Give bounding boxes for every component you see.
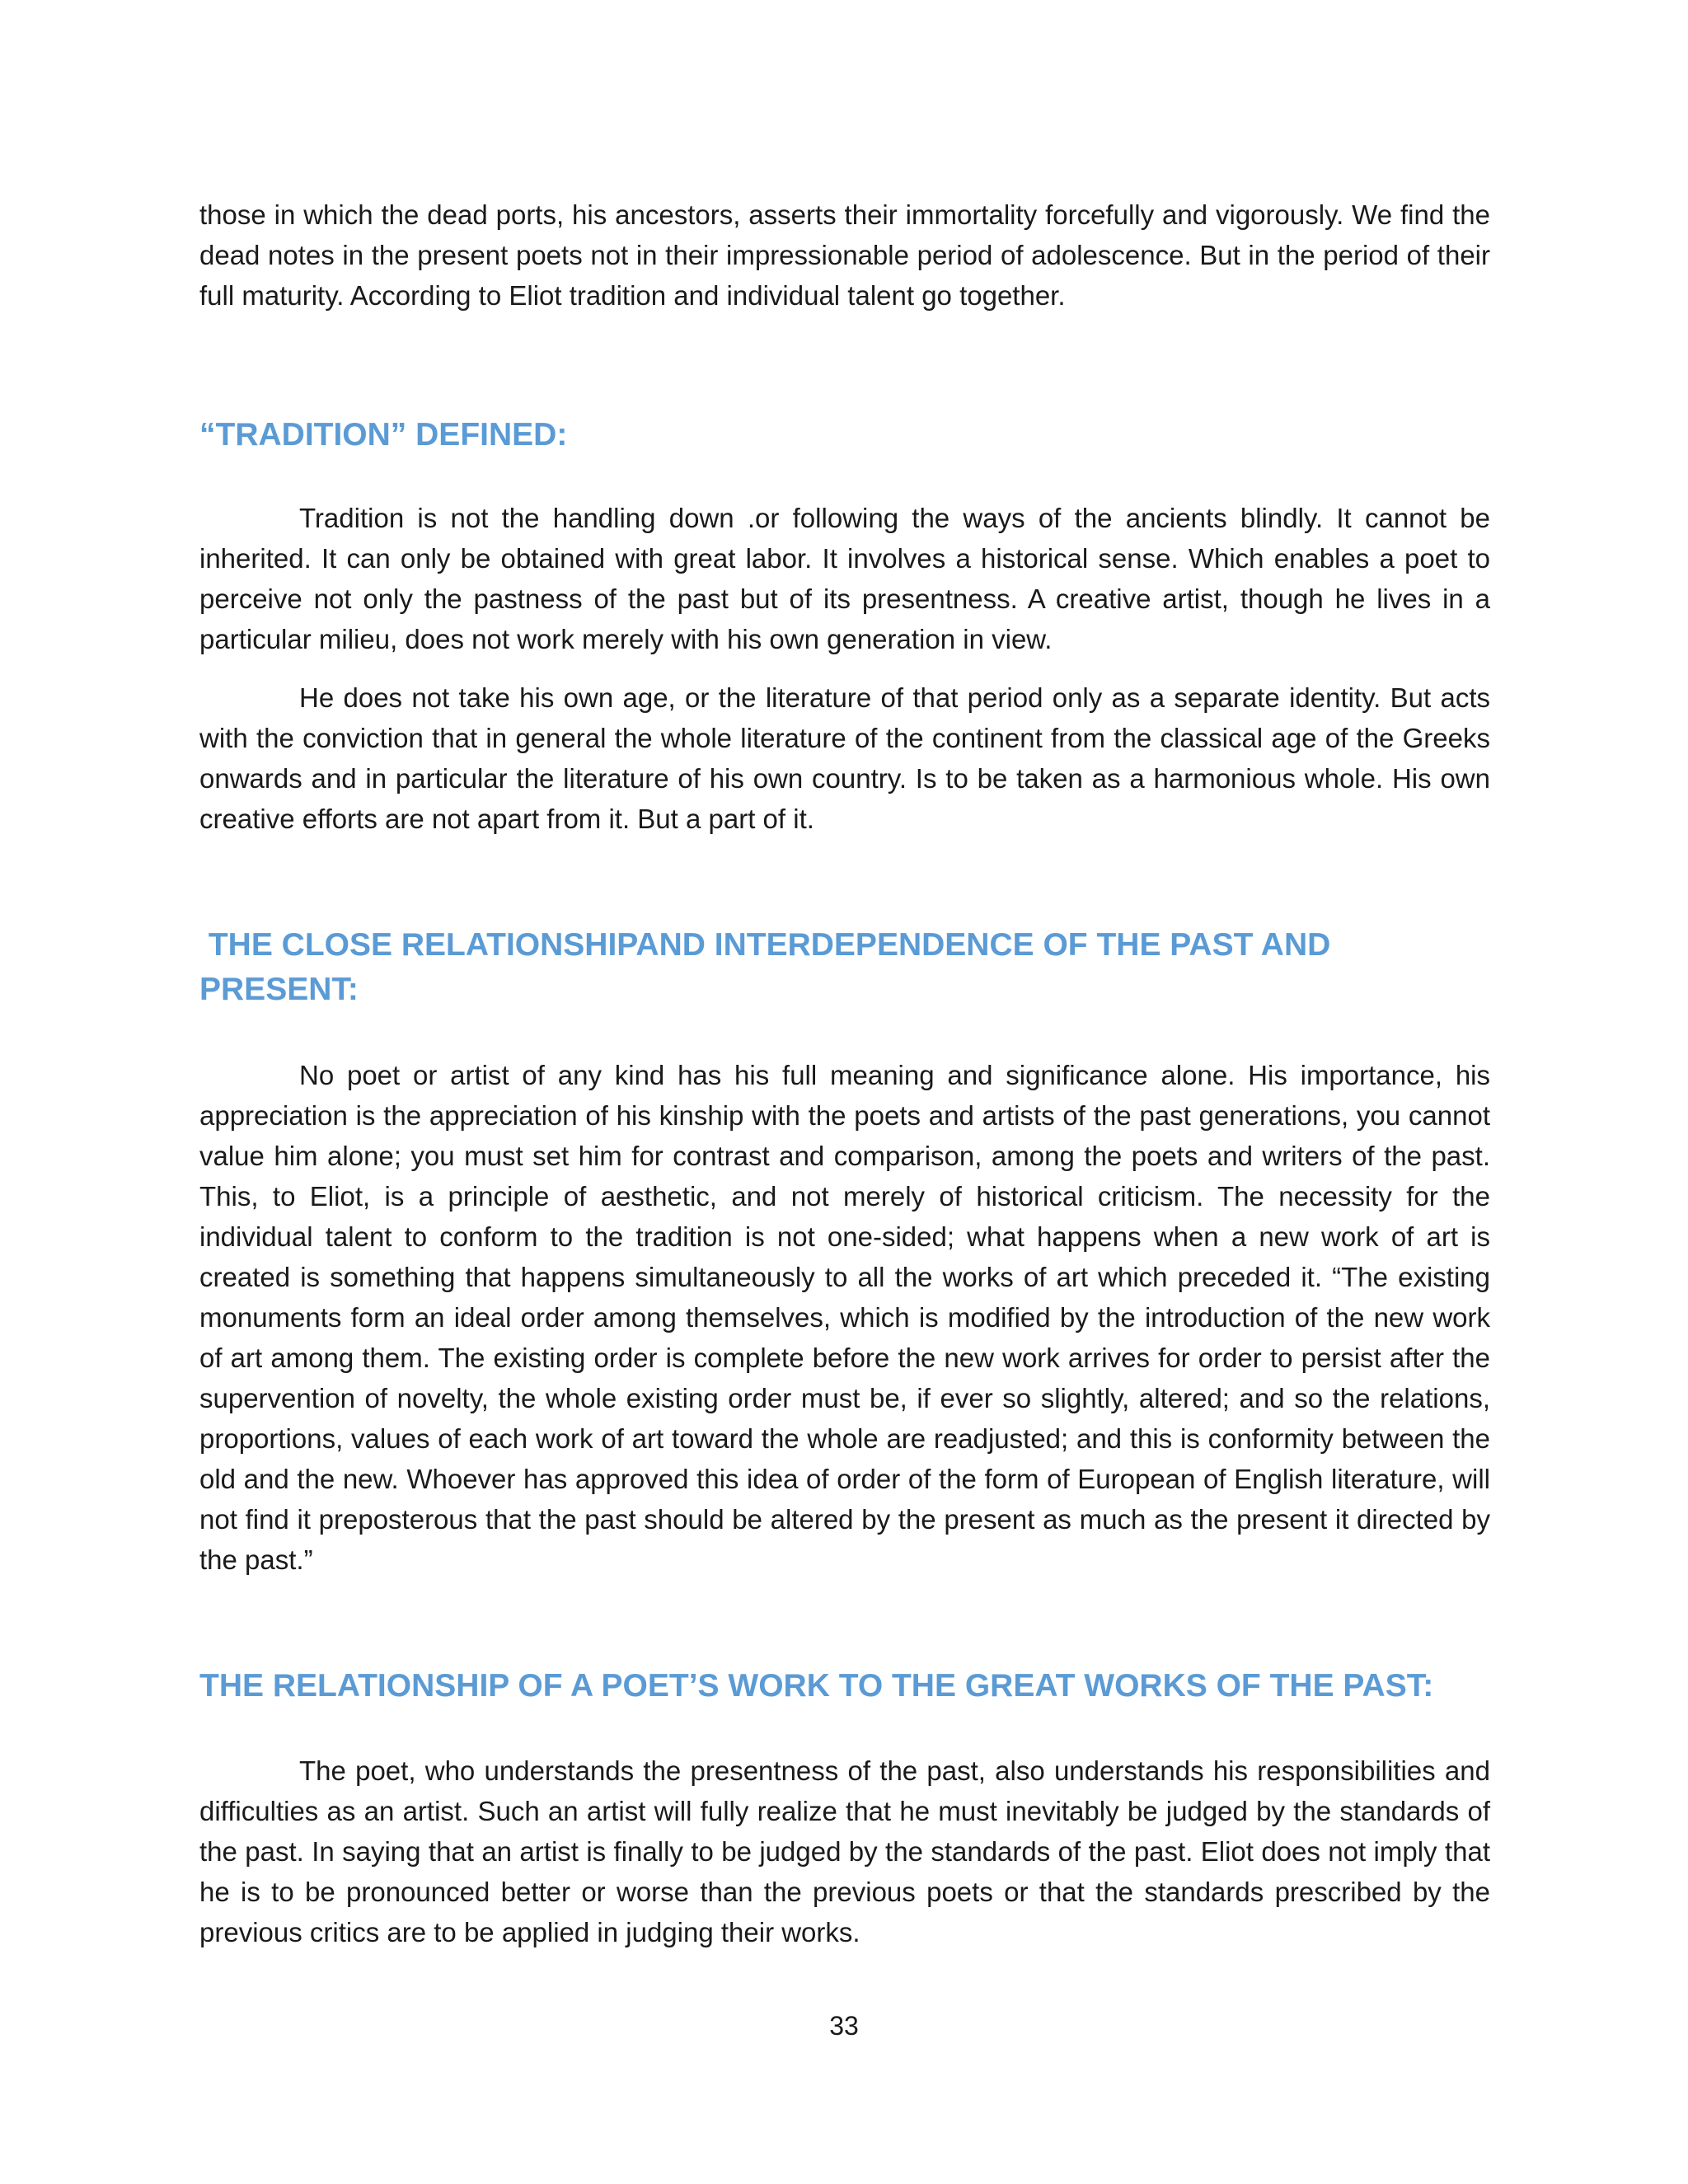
section-heading-close-relationship: THE CLOSE RELATIONSHIPAND INTERDEPENDENCE OF THE PAST AND PRESENT: <box>199 927 1340 1007</box>
page-number: 33 <box>829 2011 859 2041</box>
page-content <box>199 194 1490 1952</box>
paragraph-gap <box>199 659 1490 677</box>
section-heading-tradition-defined: “TRADITION” DEFINED: <box>199 417 568 452</box>
tradition-paragraph-1: Tradition is not the handling down .or following the ways of the ancients blindly. It cannot be inherited. It can only be obtained with great labor. It involves a historical sense. Which enables a poet to perceive not only the pastness of the past but of its presentness. A creative artist, though he lives in a particular milieu, does not work merely with his own generation in view. <box>199 503 1490 654</box>
section-heading-poet-work-relationship: THE RELATIONSHIP OF A POET’S WORK TO THE GREAT WORKS OF THE PAST: <box>199 1668 1434 1704</box>
intro-paragraph: those in which the dead ports, his ancestors, asserts their immortality forcefully and vigorously. We find the dead notes in the present poets not in their impressionable period of adolescence. But in the period of their full maturity. According to Eliot tradition and individual talent go together. <box>199 199 1490 311</box>
close-relationship-paragraph: No poet or artist of any kind has his full meaning and significance alone. His importance, his appreciation is the appreciation of his kinship with the poets and artists of the past generations, you cannot value him alone; you must set him for contrast and comparison, among the poets and writers of the past. This, to Eliot, is a principle of aesthetic, and not merely of historical criticism. The necessity for the individual talent to conform to the tradition is not one-sided; what happens when a new work of art is created is something that happens simultaneously to all the works of art which preceded it. “The existing monuments form an ideal order among themselves, which is modified by the introduction of the new work of art among them. The existing order is complete before the new work arrives for order to persist after the supervention of novelty, the whole existing order must be, if ever so slightly, altered; and so the relations, proportions, values of each work of art toward the whole are readjusted; and this is conformity between the old and the new. Whoever has approved this idea of order of the form of European of English literature, will not find it preposterous that the past should be altered by the present as much as the present it directed by the past.” <box>199 1060 1490 1575</box>
poet-work-paragraph: The poet, who understands the presentness of the past, also understands his responsibilities and difficulties as an artist. Such an artist will fully realize that he must inevitably be judged by the standards of the past. In saying that an artist is finally to be judged by the standards of the past. Eliot does not imply that he is to be pronounced better or worse than the previous poets or that the standards prescribed by the previous critics are to be applied in judging their works. <box>199 1755 1490 1947</box>
tradition-paragraph-2: He does not take his own age, or the literature of that period only as a separate identity. But acts with the conviction that in general the whole literature of the continent from the classical age of the Greeks onwards and in particular the literature of his own country. Is to be taken as a harmonious whole. His own creative efforts are not apart from it. But a part of it. <box>199 682 1490 834</box>
